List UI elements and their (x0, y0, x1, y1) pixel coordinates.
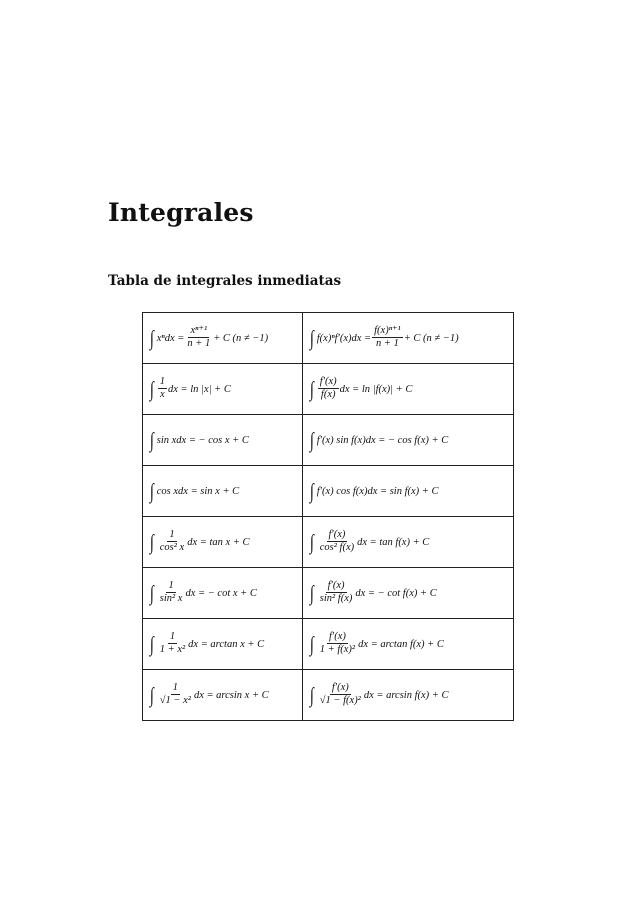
fraction (372, 325, 403, 351)
fraction-denominator: √1 − f(x)² (319, 695, 361, 707)
table-row (143, 568, 514, 619)
formula-cell-left (143, 568, 303, 619)
fraction-numerator: 1 (158, 376, 167, 389)
formula-text-pre: f(x)ⁿf′(x)dx = (316, 332, 372, 344)
fraction (158, 631, 187, 657)
formula-cell-right (303, 568, 514, 619)
fraction-denominator: 1 + x² (159, 644, 186, 656)
formula-cell-right (303, 517, 514, 568)
integral-sign-icon: ∫ (309, 682, 314, 707)
integral-sign-icon: ∫ (149, 682, 154, 707)
formula-cell-left (143, 313, 303, 364)
fraction-numerator: xⁿ⁺¹ (188, 325, 209, 338)
fraction-numerator: f′(x) (327, 529, 348, 542)
integral-sign-icon: ∫ (149, 580, 154, 605)
fraction-denominator: √1 − x² (159, 695, 191, 707)
table-row (143, 670, 514, 721)
fraction (318, 580, 355, 606)
formula (309, 682, 449, 708)
fraction-denominator: n + 1 (376, 338, 399, 350)
formula-text-post: dx = − cot x + C (185, 587, 257, 599)
fraction-numerator: f′(x) (326, 580, 347, 593)
formula (149, 478, 240, 503)
formula-text-pre: f′(x) cos f(x)dx = sin f(x) + C (316, 485, 439, 497)
fraction-numerator: f(x)ⁿ⁺¹ (372, 325, 403, 338)
formula (149, 427, 249, 452)
fraction-denominator: cos² x (159, 542, 185, 554)
integral-sign-icon: ∫ (309, 376, 314, 401)
integral-sign-icon: ∫ (309, 529, 314, 554)
integral-sign-icon: ∫ (149, 529, 154, 554)
formula-text-post: + C (n ≠ −1) (403, 332, 459, 344)
formula (309, 631, 444, 657)
formula (149, 325, 268, 351)
fraction-denominator: x (160, 389, 165, 401)
integral-sign-icon: ∫ (149, 427, 154, 452)
formula-cell-left (143, 517, 303, 568)
formula (149, 682, 269, 708)
fraction-denominator: f(x) (320, 389, 336, 401)
fraction (185, 325, 212, 351)
fraction (318, 631, 357, 657)
table-row (143, 415, 514, 466)
section-subtitle: Tabla de integrales inmediatas (108, 273, 342, 289)
formula-text-pre: f′(x) sin f(x)dx = − cos f(x) + C (316, 434, 449, 446)
integral-sign-icon: ∫ (149, 376, 154, 401)
integrals-table (142, 312, 514, 721)
formula (309, 376, 412, 402)
formula-text-post: + C (n ≠ −1) (213, 332, 269, 344)
integral-sign-icon: ∫ (149, 631, 154, 656)
formula-text-pre: xⁿdx = (156, 332, 185, 344)
table-row (143, 466, 514, 517)
formula-text-pre: sin xdx = − cos x + C (156, 434, 249, 446)
formula (149, 529, 250, 555)
formula-text-post: dx = tan f(x) + C (357, 536, 430, 548)
fraction-denominator: sin² f(x) (319, 593, 353, 605)
fraction-denominator: 1 + f(x)² (319, 644, 356, 656)
integral-sign-icon: ∫ (309, 427, 314, 452)
fraction (318, 376, 339, 402)
fraction-numerator: f′(x) (330, 682, 351, 695)
formula-cell-left (143, 364, 303, 415)
page-title: Integrales (108, 198, 254, 227)
formula-text-post: dx = tan x + C (187, 536, 250, 548)
fraction-numerator: f′(x) (318, 376, 339, 389)
fraction-numerator: 1 (168, 631, 177, 644)
integral-sign-icon: ∫ (309, 325, 314, 350)
integral-sign-icon: ∫ (309, 478, 314, 503)
formula-text-post: dx = ln |f(x)| + C (339, 383, 413, 395)
formula (309, 529, 429, 555)
table-row (143, 313, 514, 364)
formula (149, 580, 257, 606)
formula-cell-right (303, 364, 514, 415)
formula-cell-left (143, 670, 303, 721)
integral-sign-icon: ∫ (309, 580, 314, 605)
fraction (158, 682, 193, 708)
formula-cell-left (143, 619, 303, 670)
formula-text-post: dx = arctan f(x) + C (358, 638, 444, 650)
formula-text-post: dx = − cot f(x) + C (355, 587, 437, 599)
fraction-numerator: 1 (171, 682, 180, 695)
formula-cell-left (143, 466, 303, 517)
formula (309, 478, 439, 503)
formula-cell-right (303, 466, 514, 517)
fraction-numerator: 1 (166, 580, 175, 593)
formula-text-post: dx = arctan x + C (188, 638, 265, 650)
integral-sign-icon: ∫ (309, 631, 314, 656)
table-row (143, 619, 514, 670)
fraction (318, 682, 363, 708)
formula-cell-right (303, 670, 514, 721)
formula (309, 427, 449, 452)
fraction (158, 580, 185, 606)
formula-text-post: dx = arcsin x + C (193, 689, 269, 701)
formula-text-pre: cos xdx = sin x + C (156, 485, 240, 497)
fraction-denominator: n + 1 (187, 338, 211, 350)
formula (149, 376, 231, 402)
formula-cell-right (303, 313, 514, 364)
table-row (143, 364, 514, 415)
formula (309, 580, 437, 606)
integral-sign-icon: ∫ (149, 478, 154, 503)
fraction-denominator: sin² x (159, 593, 183, 605)
formula-cell-right (303, 415, 514, 466)
formula-cell-left (143, 415, 303, 466)
integral-sign-icon: ∫ (149, 325, 154, 350)
fraction (158, 529, 186, 555)
formula (149, 631, 264, 657)
fraction-numerator: f′(x) (327, 631, 348, 644)
fraction (318, 529, 356, 555)
formula-cell-right (303, 619, 514, 670)
fraction-numerator: 1 (167, 529, 176, 542)
fraction (158, 376, 167, 402)
table-row (143, 517, 514, 568)
fraction-denominator: cos² f(x) (319, 542, 355, 554)
formula-text-post: dx = ln |x| + C (168, 383, 231, 395)
formula-text-post: dx = arcsin f(x) + C (363, 689, 449, 701)
formula (309, 325, 459, 351)
